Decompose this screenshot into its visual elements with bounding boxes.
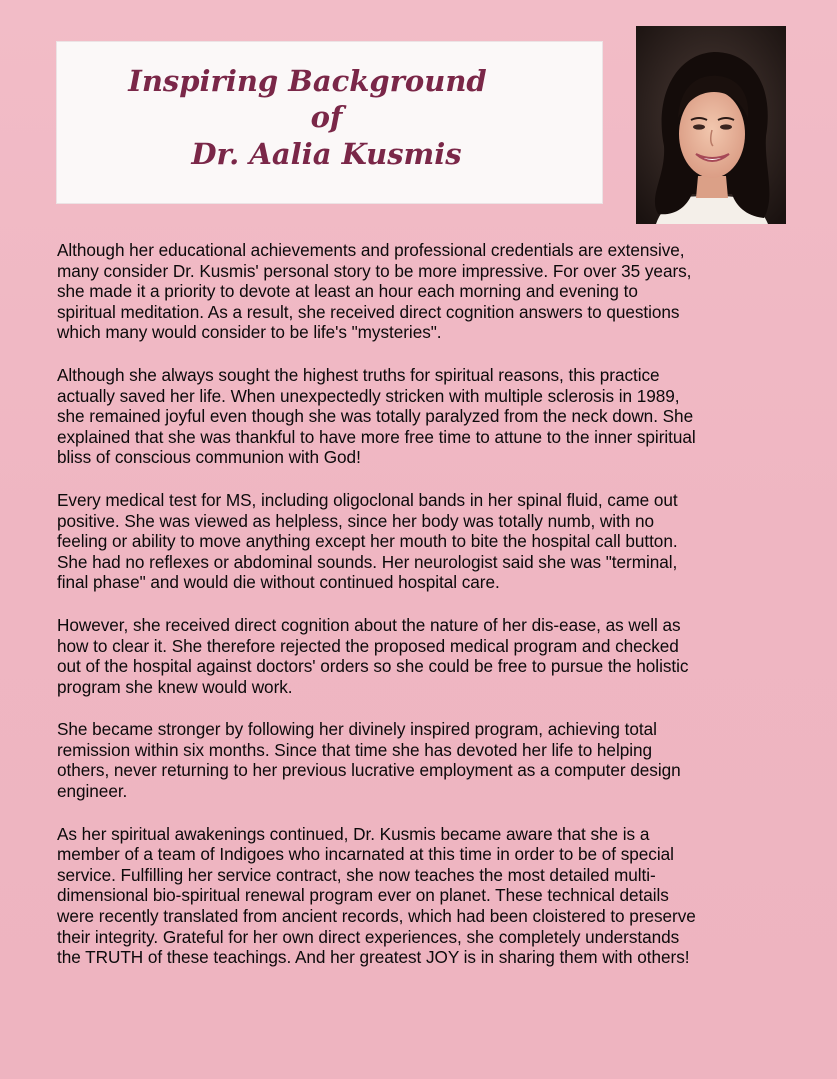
paragraph: Although her educational achievements and professional credentials are extensive, many consider Dr. Kusmis' personal story to be more impressive. For over 35 years, she made it a priority to devote at least an hour each morning and evening to spiritual meditation. As a result, she received direct cognition answers to questions which many would consider to be life's "mysteries". (57, 240, 692, 343)
paragraph: As her spiritual awakenings continued, Dr. Kusmis became aware that she is a member of a team of Indigoes who incarnated at this time in order to be of special service. Fulfilling her service contract, she now teaches the most detailed multi- dimensional bio-spiritual renewal program ever on planet. These technical details were recently translated from ancient records, which had been cloistered to preserve their integrity. Grateful for her own direct experiences, she completely understands the TRUTH of these teachings. And her greatest JOY is in sharing them with others! (57, 823, 696, 968)
portrait-photo (636, 26, 786, 224)
title-line-3: Dr. Aalia Kusmis (191, 137, 462, 171)
paragraph: Every medical test for MS, including oligoclonal bands in her spinal fluid, came out positive. She was viewed as helpless, since her body was totally numb, with no feeling or ability to move anything except her mouth to bite the hospital call button. She had no reflexes or abdominal sounds. Her neurologist said she was "terminal, final phase" and would die without continued hospital care. (57, 489, 678, 593)
portrait-icon (636, 26, 786, 224)
paragraph: However, she received direct cognition about the nature of her dis-ease, as well as how to clear it. She therefore rejected the proposed medical program and checked out of the hospital against doctors' orders so she could be free to pursue the holistic program she knew would work. (57, 614, 689, 697)
paragraph: She became stronger by following her divinely inspired program, achieving total remission within six months. Since that time she has devoted her life to helping others, never returning to her previous lucrative employment as a computer design engineer. (57, 719, 681, 802)
title-line-2: of (310, 100, 343, 134)
body-text (57, 240, 797, 990)
paragraph: Although she always sought the highest truths for spiritual reasons, this practice actually saved her life. When unexpectedly stricken with multiple sclerosis in 1989, she remained joyful even though she was totally paralyzed from the neck down. She explained that she was thankful to have more free time to attune to the inner spiritual bliss of conscious communion with God! (57, 364, 696, 468)
title-line-1: Inspiring Background (128, 64, 487, 98)
title-card (57, 42, 602, 203)
